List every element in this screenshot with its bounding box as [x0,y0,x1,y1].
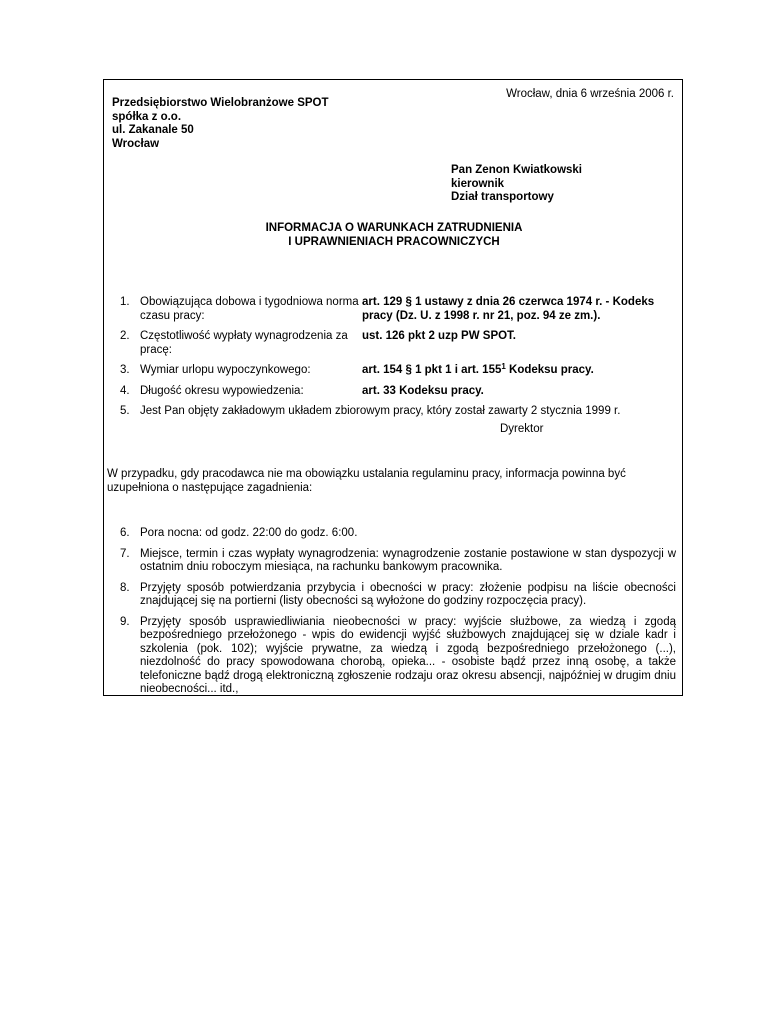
date-line: Wrocław, dnia 6 września 2006 r. [506,88,674,100]
sender-city: Wrocław [112,137,160,150]
item-number: 9. [120,615,130,628]
title-line-2: I UPRAWNIENIACH PRACOWNICZYCH [288,235,500,248]
item-number: 1. [120,296,130,308]
list-item [120,364,676,378]
conditions-list [120,296,676,426]
document-title [104,222,684,249]
list-item [120,385,676,399]
list-item [120,330,676,357]
title-line-1: INFORMACJA O WARUNKACH ZATRUDNIENIA [265,222,523,234]
item-number: 6. [120,527,130,539]
sender-address [112,97,329,151]
item-number: 4. [120,384,130,397]
superscript: 1 [501,362,506,371]
sender-name: Przedsiębiorstwo Wielobranżowe SPOT [112,97,329,109]
item-label: Częstotliwość wypłaty wynagrodzenia za pracę: [140,330,348,356]
recipient-department: Dział transportowy [451,191,554,203]
item-value: art. 33 Kodeksu pracy. [362,384,484,397]
signer-title: Dyrektor [500,423,544,435]
sender-legal-form: spółka z o.o. [112,110,182,123]
recipient-address [451,164,582,205]
item-text: Miejsce, termin i czas wypłaty wynagrodzenia: wynagrodzenie zostanie postawione w stan dyspozycji w ostatnim dniu roboczym miesiąca, na rachunku bankowym pracownika. [140,547,676,573]
item-number: 8. [120,581,130,594]
item-label: Długość okresu wypowiedzenia: [140,384,304,397]
list-item [120,296,676,323]
item-value: ust. 126 pkt 2 uzp PW SPOT. [362,330,517,342]
item-label: Wymiar urlopu wypoczynkowego: [140,364,311,376]
item-number: 5. [120,405,130,417]
list-item [120,527,676,541]
item-value-suffix: Kodeksu pracy. [505,364,594,376]
recipient-position: kierownik [451,177,505,190]
item-number: 3. [120,364,130,376]
recipient-name: Pan Zenon Kwiatkowski [451,164,582,176]
item-text: Przyjęty sposób potwierdzania przybycia i obecności w pracy: złożenie podpisu na liście obecności znajdującej się na portierni (listy obecności są wyłożone do godziny rozpoczęcia pracy). [140,581,676,607]
list-item [120,405,676,419]
supplement-note: W przypadku, gdy pracodawca nie ma obowiązku ustalania regulaminu pracy, informacja powinna być uzupełniona o następujące zagadnienia: [107,468,626,494]
list-item [120,616,676,697]
item-number: 7. [120,547,130,560]
item-value [362,364,676,378]
item-text: Przyjęty sposób usprawiedliwiania nieobecności w pracy: wyjście służbowe, za wiedzą i zgodą bezpośredniego przełożonego - wpis do ewidencji wyjść służbowych znajdującej się w dziale kadr i szkolenia (pok. 102); wyjście prywatne, za wiedzą i zgodą bezpośredniego przełożonego (...), niezdolność do pracy spowodowana chorobą, opieka... - osobiste bądź przez inną osobę, a także telefoniczne bądź drogą elektroniczną zgłoszenie rodzaju oraz okresu absencji, najpóźniej w drugim dniu nieobecności... itd., [140,615,676,695]
document-frame [103,79,683,696]
item-text: Jest Pan objęty zakładowym układem zbiorowym pracy, który został zawarty 2 stycznia 1999 r. [140,405,621,417]
supplement-list [120,527,676,704]
item-number: 2. [120,330,130,342]
sender-street: ul. Zakanale 50 [112,124,194,136]
item-text: Pora nocna: od godz. 22:00 do godz. 6:00. [140,527,358,539]
item-label: Obowiązująca dobowa i tygodniowa norma czasu pracy: [140,296,359,322]
list-item [120,548,676,575]
list-item [120,582,676,609]
item-value-text: art. 154 § 1 pkt 1 i art. 155 [362,364,502,376]
item-value: art. 129 § 1 ustawy z dnia 26 czerwca 1974 r. - Kodeks pracy (Dz. U. z 1998 r. nr 21, poz. 94 ze zm.). [362,296,655,322]
